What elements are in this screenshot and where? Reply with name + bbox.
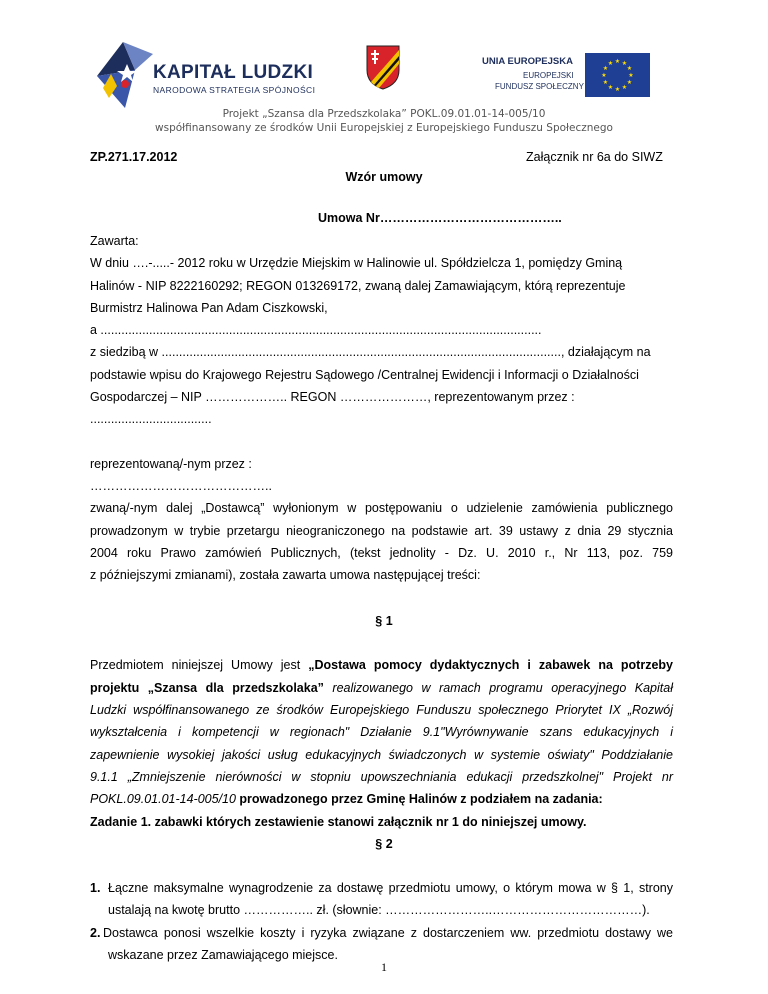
document-title: Wzór umowy — [345, 170, 423, 184]
svg-text:★: ★ — [607, 60, 614, 67]
svg-text:★: ★ — [628, 72, 634, 79]
section-1-line: wykształcenia i kompetencji w regionach" Działanie 9.1"Wyrównywanie szans edukacyjnych i — [90, 725, 673, 739]
contract-line: ................................... — [90, 412, 212, 426]
section-1-line: Ludzki współfinansowanego ze środków Europejskiego Funduszu społecznego Priorytet IX „Rozwój — [90, 703, 673, 717]
section-1-line: 9.1.1 „Zmniejszenie nierówności w stopniu upowszechniania edukacji przedszkolnej" Projekt nr — [90, 770, 673, 784]
halinow-coat-of-arms — [365, 44, 401, 90]
contract-line: podstawie wpisu do Krajowego Rejestru Sądowego /Centralnej Ewidencji i Informacji o Działalności — [90, 368, 639, 382]
project-code: POKL.09.01.01-14-005/10 — [90, 792, 236, 806]
eu-title: UNIA EUROPEJSKA — [482, 56, 573, 67]
section-1-project: projektu „Szansa dla przedszkolaka” — [90, 681, 324, 695]
project-info-line1: Projekt „Szansa dla Przedszkolaka” POKL.09.01.01-14-005/10 — [222, 108, 546, 120]
section-1-text: prowadzonego przez Gminę Halinów z podziałem na zadania: — [235, 792, 603, 806]
kapital-ludzki-title: KAPITAŁ LUDZKI — [153, 62, 314, 83]
svg-text:★: ★ — [626, 79, 633, 86]
svg-text:★: ★ — [602, 79, 609, 86]
svg-text:★: ★ — [626, 65, 633, 72]
section-1-subject: „Dostawa pomocy dydaktycznych i zabawek na potrzeby — [308, 658, 673, 672]
eu-fund-line2: FUNDUSZ SPOŁECZNY — [495, 82, 584, 91]
item-2-number: 2. — [90, 926, 101, 940]
eu-fund-line1: EUROPEJSKI — [523, 71, 574, 80]
svg-text:★: ★ — [614, 58, 621, 65]
section-2-heading: § 2 — [375, 837, 393, 851]
svg-text:★: ★ — [621, 84, 628, 91]
contract-line: …………………………………….. — [90, 479, 272, 493]
section-2-line: Dostawca ponosi wszelkie koszty i ryzyka związane z dostarczeniem ww. przedmiotu dostawy we — [103, 926, 673, 940]
section-1-line: zapewnienie wysokiej jakości usług edukacyjnych świadczonych w systemie oświaty" Poddziałanie — [90, 748, 673, 762]
contract-line: z późniejszymi zmianami), została zawarta umowa następującej treści: — [90, 568, 481, 582]
section-2-line: ustalają na kwotę brutto …………….. zł. (słownie: ……………………..………………………………). — [108, 903, 650, 917]
section-2-line: wskazane przez Zamawiającego miejsce. — [108, 948, 338, 962]
contract-line: Halinów - NIP 8222160292; REGON 013269172, zwaną dalej Zamawiającym, którą reprezentuje — [90, 279, 626, 293]
svg-text:★: ★ — [621, 60, 628, 67]
contract-line: z siedzibą w ..................................................................................................................., działającym na — [90, 345, 651, 359]
project-info-line2: współfinansowany ze środków Unii Europejskiej z Europejskiego Funduszu Społecznego — [155, 122, 613, 134]
section-1-heading: § 1 — [375, 614, 393, 628]
section-1-line — [90, 681, 673, 695]
contract-line: a ............................................................................................................................... — [90, 323, 542, 337]
task-1-line: Zadanie 1. zabawki których zestawienie stanowi załącznik nr 1 do niniejszej umowy. — [90, 815, 587, 829]
svg-text:★: ★ — [601, 72, 607, 79]
contract-line: zwaną/-nym dalej „Dostawcą” wyłonionym w postępowaniu o udzielenie zamówienia publicznego — [90, 501, 673, 515]
section-2-line: Łączne maksymalne wynagrodzenie za dostawę przedmiotu umowy, o którym mowa w § 1, strony — [108, 881, 673, 895]
eu-flag — [585, 53, 650, 97]
section-1-line — [90, 658, 673, 672]
contract-line: 2004 roku Prawo zamówień Publicznych, (tekst jednolity - Dz. U. 2010 r., Nr 113, poz. 759 — [90, 546, 673, 560]
svg-text:★: ★ — [614, 86, 621, 93]
contract-number: Umowa Nr…………………………………….. — [318, 211, 562, 225]
svg-text:★: ★ — [602, 65, 609, 72]
svg-text:★: ★ — [607, 84, 614, 91]
item-1-number: 1. — [90, 881, 101, 895]
reference-number: ZP.271.17.2012 — [90, 150, 178, 164]
contract-line: reprezentowaną/-nym przez : — [90, 457, 252, 471]
section-1-line — [90, 792, 603, 806]
contract-line: W dniu ….-.....- 2012 roku w Urzędzie Miejskim w Halinowie ul. Spółdzielcza 1, pomiędzy Gminą — [90, 256, 623, 270]
section-1-text: Przedmiotem niniejszej Umowy jest — [90, 658, 309, 672]
contract-line: prowadzonym w trybie przetargu nieograniczonego na podstawie art. 39 ustawy z dnia 29 stycznia — [90, 524, 673, 538]
contract-line: Burmistrz Halinowa Pan Adam Ciszkowski, — [90, 301, 328, 315]
attachment-label: Załącznik nr 6a do SIWZ — [526, 150, 663, 164]
kapital-ludzki-subtitle: NARODOWA STRATEGIA SPÓJNOŚCI — [153, 85, 316, 95]
page-number: 1 — [381, 960, 387, 974]
section-1-text: realizowanego w ramach programu operacyjnego Kapitał — [323, 681, 673, 695]
contract-line: Gospodarczej – NIP ……………….. REGON …………………, reprezentowanym przez : — [90, 390, 575, 404]
contract-line: Zawarta: — [90, 234, 139, 248]
